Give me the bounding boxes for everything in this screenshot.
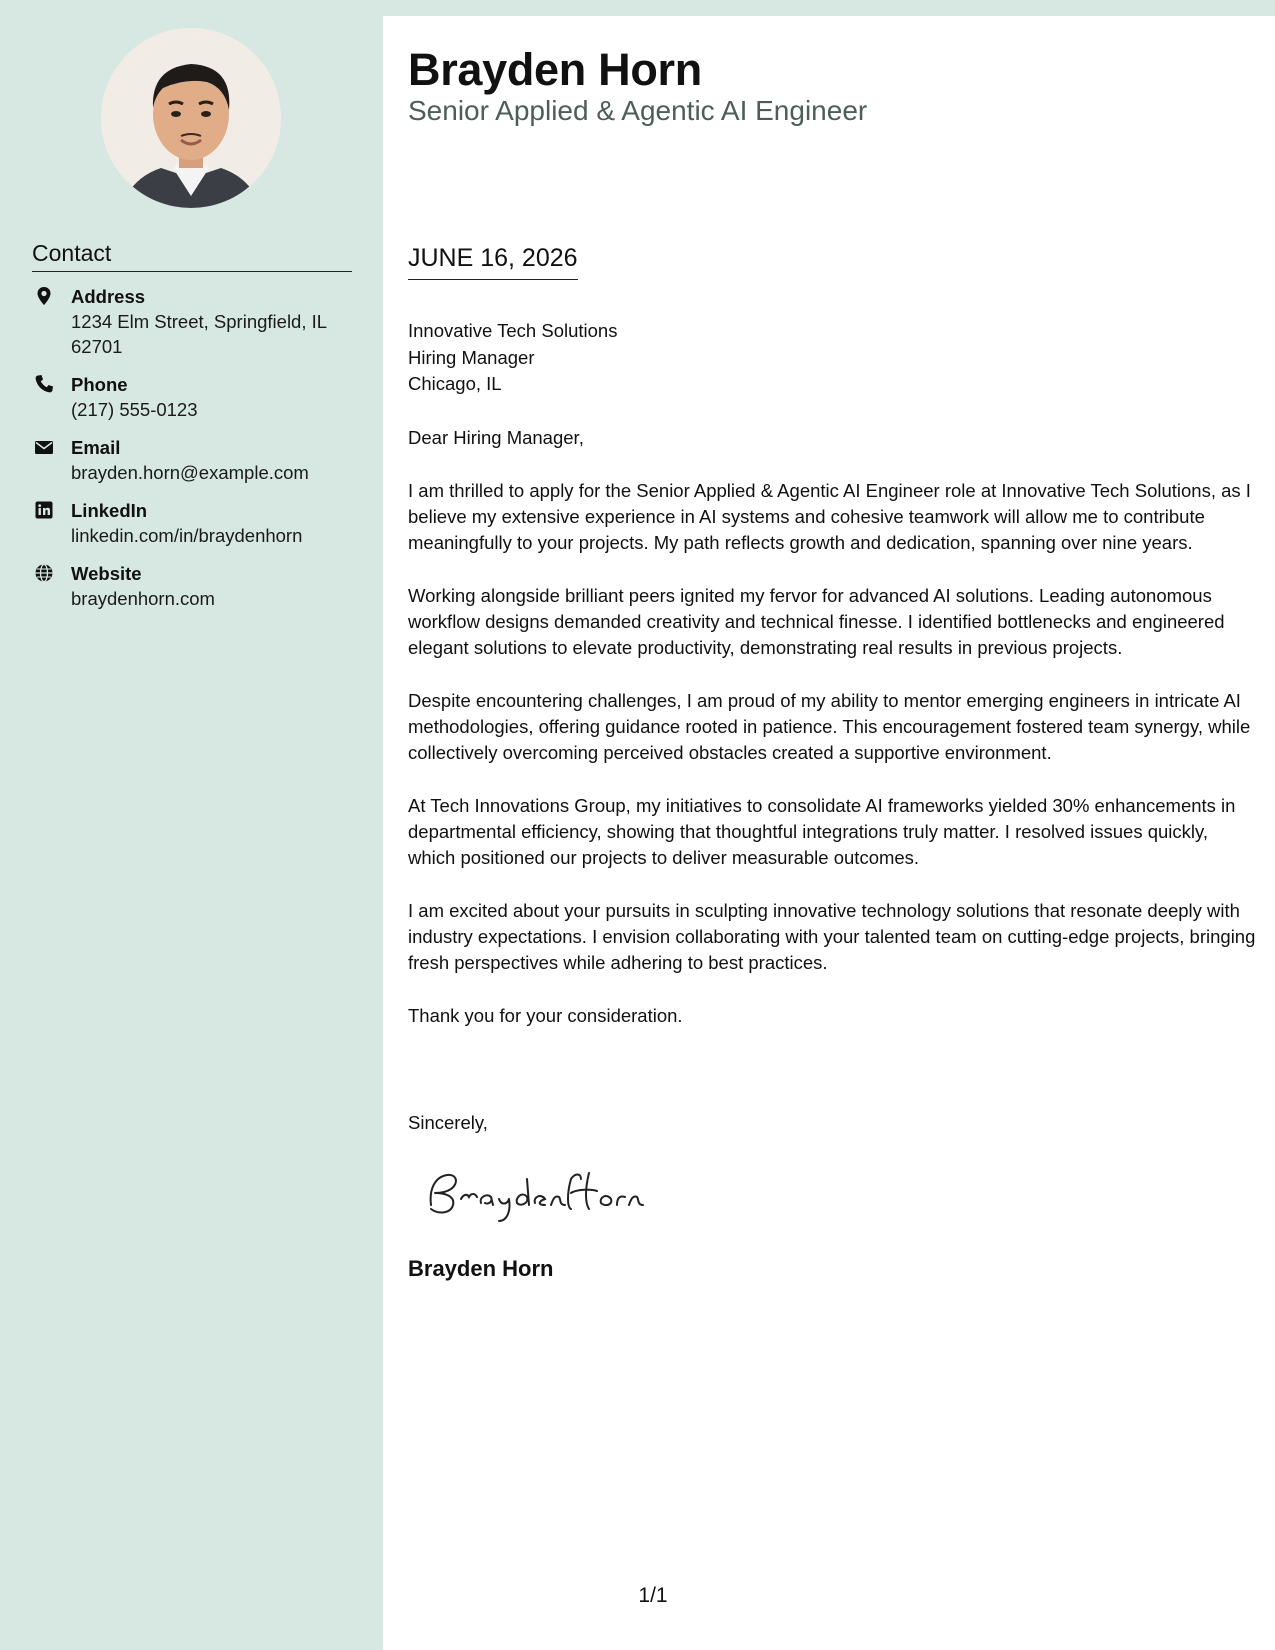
contact-label: Phone [71, 374, 128, 395]
email-icon [34, 437, 54, 457]
letter-body [408, 425, 1256, 1056]
paragraph: I am excited about your pursuits in sculpting innovative technology solutions that resonate deeply with industry expectations. I envision collaborating with your talented team on cutting-edge projects, bringing fresh perspectives while adhering to best practices. [408, 900, 1256, 973]
contact-heading: Contact [32, 240, 352, 272]
location-pin-icon [34, 286, 54, 306]
linkedin-icon [34, 500, 54, 520]
contact-list [32, 284, 362, 624]
page-number: 1/1 [638, 1584, 668, 1607]
contact-item-email [32, 435, 362, 485]
globe-icon [34, 563, 54, 583]
contact-label: Email [71, 437, 121, 458]
applicant-name: Brayden Horn [408, 44, 702, 95]
contact-value[interactable]: braydenhorn.com [71, 588, 215, 609]
recipient-location: Chicago, IL [408, 373, 502, 394]
contact-label: Website [71, 563, 142, 584]
portrait-photo [101, 28, 281, 208]
signoff: Sincerely, [408, 1112, 488, 1133]
contact-item-linkedin [32, 498, 362, 548]
greeting: Dear Hiring Manager, [408, 427, 584, 448]
contact-label: Address [71, 286, 146, 307]
handwritten-signature [421, 1159, 661, 1229]
contact-item-address [32, 284, 362, 359]
paragraph: Thank you for your consideration. [408, 1005, 683, 1026]
contact-value: (217) 555-0123 [71, 399, 198, 420]
recipient-role: Hiring Manager [408, 346, 535, 368]
avatar [101, 28, 281, 208]
contact-value[interactable]: brayden.horn@example.com [71, 462, 309, 483]
paragraph: I am thrilled to apply for the Senior Applied & Agentic AI Engineer role at Innovative Tech Solutions, as I believe my extensive experience in AI systems and cohesive teamwork will allow me to contribute meaningfully to your projects. My path reflects growth and dedication, spanning over nine years. [408, 480, 1251, 553]
recipient-company: Innovative Tech Solutions [408, 320, 618, 341]
paragraph: Working alongside brilliant peers ignited my fervor for advanced AI solutions. Leading autonomous workflow designs demanded creativity and technical finesse. I identified bottlenecks and engineered elegant solutions to elevate productivity, demonstrating real results in previous projects. [408, 585, 1225, 658]
contact-item-phone [32, 372, 362, 422]
applicant-title: Senior Applied & Agentic AI Engineer [408, 95, 868, 126]
contact-value[interactable]: linkedin.com/in/braydenhorn [71, 525, 303, 546]
paragraph: Despite encountering challenges, I am proud of my ability to mentor emerging engineers in intricate AI methodologies, offering guidance rooted in patience. This encouragement fostered team synergy, while collectively overcoming perceived obstacles created a supportive environment. [408, 690, 1251, 763]
contact-item-website [32, 561, 362, 611]
contact-label: LinkedIn [71, 500, 148, 521]
recipient-block [408, 318, 617, 398]
paragraph: At Tech Innovations Group, my initiatives to consolidate AI frameworks yielded 30% enhancements in departmental efficiency, showing that thoughtful integrations truly matter. I resolved issues quickly, which positioned our projects to deliver measurable outcomes. [408, 795, 1236, 868]
signer-name: Brayden Horn [408, 1256, 554, 1281]
letter-main [383, 16, 1275, 1650]
phone-icon [34, 374, 54, 394]
sidebar [0, 0, 383, 1650]
contact-value: 1234 Elm Street, Springfield, IL 62701 [71, 311, 327, 357]
letter-date: JUNE 16, 2026 [408, 244, 578, 280]
